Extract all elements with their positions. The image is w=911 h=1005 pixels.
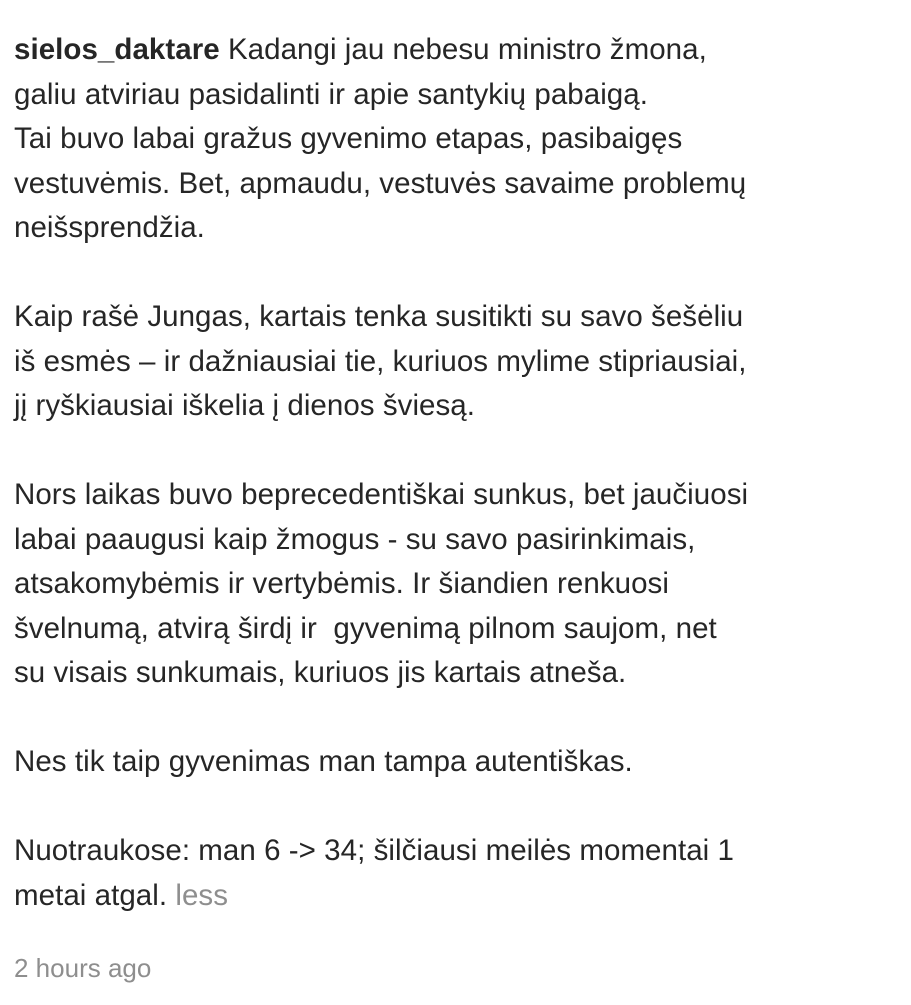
caption-line: Nuotraukose: man 6 -> 34; šilčiausi meilės momentai 1: [14, 834, 734, 867]
caption-line: jį ryškiausiai iškelia į dienos šviesą.: [14, 389, 476, 422]
less-button[interactable]: less: [175, 878, 229, 912]
post-timestamp: 2 hours ago: [14, 953, 152, 983]
caption-line: labai paaugusi kaip žmogus - su savo pasirinkimais,: [14, 522, 696, 556]
caption-line: Kadangi jau nebesu ministro žmona,: [227, 33, 707, 66]
caption-line: metai atgal.: [14, 878, 168, 912]
caption-paragraph-3: [14, 473, 899, 696]
caption-paragraph-2: [14, 295, 899, 429]
caption-line: iš esmės – ir dažniausiai tie, kuriuos mylime stipriausiai,: [14, 344, 747, 378]
caption-line: Nors laikas buvo beprecedentiškai sunkus, bet jaučiuosi: [14, 478, 749, 511]
post-caption: [14, 28, 899, 918]
caption-paragraph-4: [14, 740, 899, 785]
caption-line: Tai buvo labai gražus gyvenimo etapas, pasibaigęs: [14, 122, 683, 155]
caption-line: Kaip rašė Jungas, kartais tenka susitikti su savo šešėliu: [14, 300, 744, 333]
caption-paragraph-5: [14, 829, 899, 918]
caption-line: vestuvėmis. Bet, apmaudu, vestuvės savaime problemų: [14, 166, 747, 200]
username-link[interactable]: sielos_daktare: [14, 33, 220, 66]
caption-line: su visais sunkumais, kuriuos jis kartais atneša.: [14, 656, 627, 689]
caption-line: galiu atviriau pasidalinti ir apie santykių pabaigą.: [14, 77, 648, 111]
clipped-header-fragment: [175, 0, 315, 4]
caption-line: Nes tik taip gyvenimas man tampa autentiškas.: [14, 745, 633, 778]
caption-line: švelnumą, atvirą širdį ir gyvenimą pilnom saujom, net: [14, 611, 717, 645]
caption-paragraph-1: [14, 28, 899, 251]
caption-line: atsakomybėmis ir vertybėmis. Ir šiandien renkuosi: [14, 567, 669, 600]
caption-line: neišsprendžia.: [14, 211, 205, 244]
